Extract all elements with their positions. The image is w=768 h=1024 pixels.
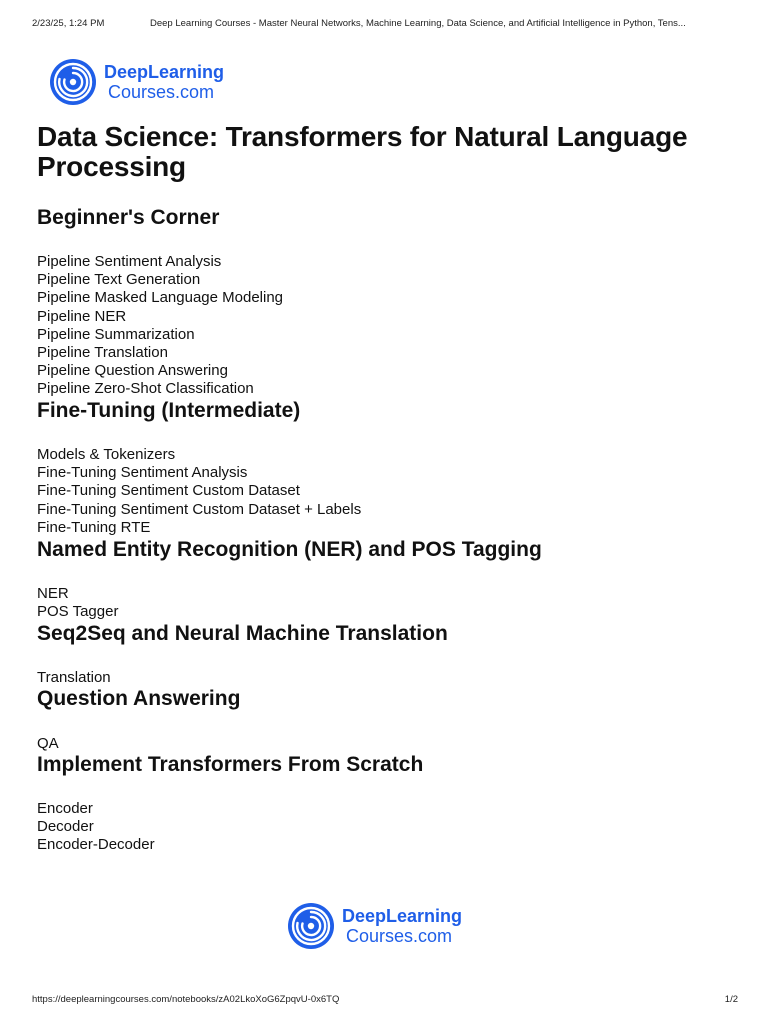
logo-spiral-icon [48,57,98,107]
logo-spiral-icon [286,901,336,951]
section-heading-seq2seq: Seq2Seq and Neural Machine Translation [37,622,448,645]
print-url: https://deeplearningcourses.com/notebooks/zA02LkoXoG6ZpqvU-0x6TQ [32,994,340,1005]
list-item[interactable]: Fine-Tuning RTE [37,518,151,536]
list-item[interactable]: Encoder [37,800,93,817]
section-list-seq2seq [37,669,111,687]
list-item[interactable]: Pipeline Masked Language Modeling [37,289,284,307]
site-logo[interactable] [48,57,224,107]
section-list-question-answering [37,735,59,753]
print-header [32,18,752,32]
list-item[interactable]: Models & Tokenizers [37,446,176,463]
logo-line2: Courses.com [108,82,215,102]
list-item[interactable]: Fine-Tuning Sentiment Custom Dataset + Labels [37,500,362,518]
section-heading-ner-pos: Named Entity Recognition (NER) and POS Tagging [37,538,542,561]
list-item[interactable]: Pipeline Translation [37,344,168,362]
section-list-beginners-corner [37,253,283,399]
list-item[interactable]: QA [37,735,59,752]
list-item[interactable]: Pipeline Question Answering [37,362,228,380]
list-item[interactable]: Decoder [37,818,94,836]
list-item[interactable]: Pipeline Text Generation [37,271,201,289]
list-item[interactable]: Fine-Tuning Sentiment Custom Dataset [37,482,300,500]
print-footer [32,994,738,1008]
section-heading-beginners-corner: Beginner's Corner [37,206,220,229]
list-item[interactable]: Translation [37,669,111,686]
section-heading-question-answering: Question Answering [37,687,241,710]
section-list-ner-pos [37,585,118,621]
list-item[interactable]: Pipeline Zero-Shot Classification [37,380,254,398]
list-item[interactable]: Encoder-Decoder [37,836,155,854]
page-title-block [37,122,737,182]
list-item[interactable]: Pipeline NER [37,307,127,325]
logo-line2: Courses.com [346,926,453,946]
logo-line1: DeepLearning [342,906,463,926]
print-datetime: 2/23/25, 1:24 PM [32,18,105,29]
list-item[interactable]: NER [37,585,69,602]
print-page-number: 1/2 [724,994,738,1005]
list-item[interactable]: Pipeline Summarization [37,325,195,343]
section-heading-fine-tuning: Fine-Tuning (Intermediate) [37,399,301,422]
footer-logo[interactable] [286,901,462,951]
page-title: Data Science: Transformers for Natural Language Processing [37,121,688,182]
section-list-transformers-from-scratch [37,800,155,855]
print-page-title: Deep Learning Courses - Master Neural Networks, Machine Learning, Data Science, and Artificial Intelligence in Python, Tens... [150,18,686,29]
list-item[interactable]: Fine-Tuning Sentiment Analysis [37,464,248,482]
section-list-fine-tuning [37,446,361,537]
section-heading-transformers-from-scratch: Implement Transformers From Scratch [37,753,424,776]
list-item[interactable]: POS Tagger [37,603,119,621]
logo-line1: DeepLearning [104,62,225,82]
list-item[interactable]: Pipeline Sentiment Analysis [37,253,222,270]
